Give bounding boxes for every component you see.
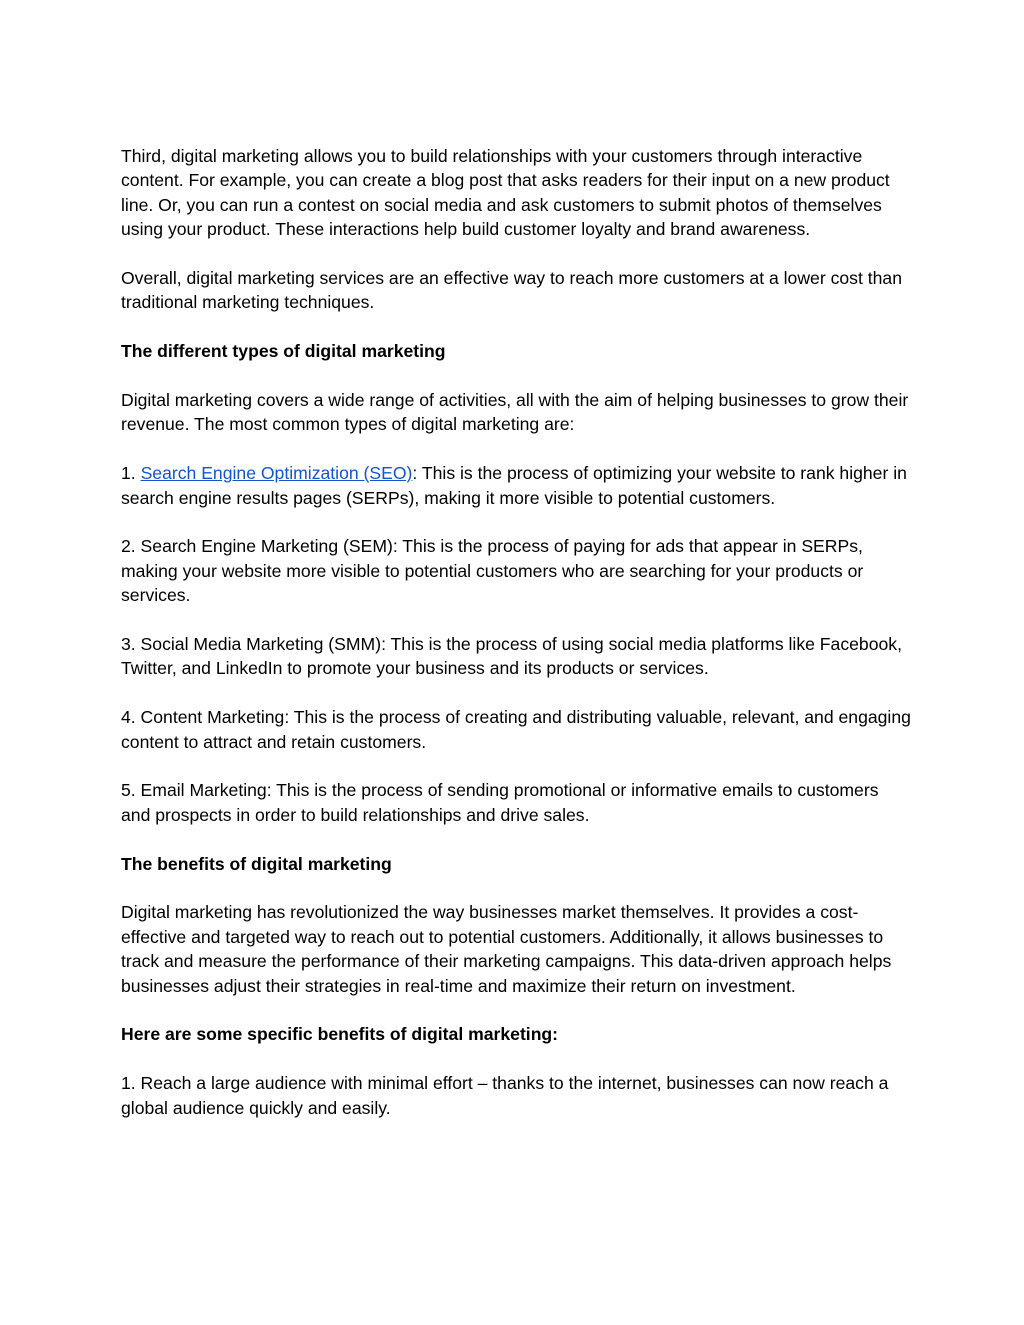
list-item-seo (121, 461, 911, 510)
list-item-email-marketing: 5. Email Marketing: This is the process of sending promotional or informative emails to customers and prospects in order to build relationships and drive sales. (121, 780, 879, 825)
paragraph-benefits: Digital marketing has revolutionized the way businesses market themselves. It provides a cost-effective and targeted way to reach out to potential customers. Additionally, it allows businesses to track and measure the performance of their marketing campaigns. This data-driven approach helps businesses adjust their strategies in real-time and maximize their return on investment. (121, 902, 892, 996)
heading-benefits-of-digital-marketing: The benefits of digital marketing (121, 853, 392, 874)
seo-link[interactable]: Search Engine Optimization (SEO) (140, 463, 413, 484)
list-item-seo-prefix: 1. (121, 463, 141, 484)
paragraph-types-intro: Digital marketing covers a wide range of activities, all with the aim of helping businesses to grow their revenue. The most common types of digital marketing are: (121, 390, 909, 435)
list-item-smm: 3. Social Media Marketing (SMM): This is the process of using social media platforms like Facebook, Twitter, and LinkedIn to promote your business and its products or services. (121, 634, 902, 679)
heading-types-of-digital-marketing: The different types of digital marketing (121, 341, 446, 362)
paragraph-overall: Overall, digital marketing services are an effective way to reach more customers at a lower cost than traditional marketing techniques. (121, 268, 902, 313)
list-item-content-marketing: 4. Content Marketing: This is the process of creating and distributing valuable, relevant, and engaging content to attract and retain customers. (121, 707, 911, 752)
list-item-seo-text: : This is the process of optimizing your website to rank higher in search engine results pages (SERPs), making it more visible to potential customers. (121, 463, 907, 508)
list-item-benefit-1: 1. Reach a large audience with minimal effort – thanks to the internet, businesses can now reach a global audience quickly and easily. (121, 1073, 889, 1118)
list-item-sem: 2. Search Engine Marketing (SEM): This is the process of paying for ads that appear in SERPs, making your website more visible to potential customers who are searching for your products or services. (121, 536, 864, 606)
document-page (121, 144, 911, 1144)
paragraph-relationships: Third, digital marketing allows you to build relationships with your customers through interactive content. For example, you can create a blog post that asks readers for their input on a new product line. Or, you can run a contest on social media and ask customers to submit photos of themselves using your product. These interactions help build customer loyalty and brand awareness. (121, 146, 890, 240)
heading-specific-benefits: Here are some specific benefits of digital marketing: (121, 1024, 559, 1045)
